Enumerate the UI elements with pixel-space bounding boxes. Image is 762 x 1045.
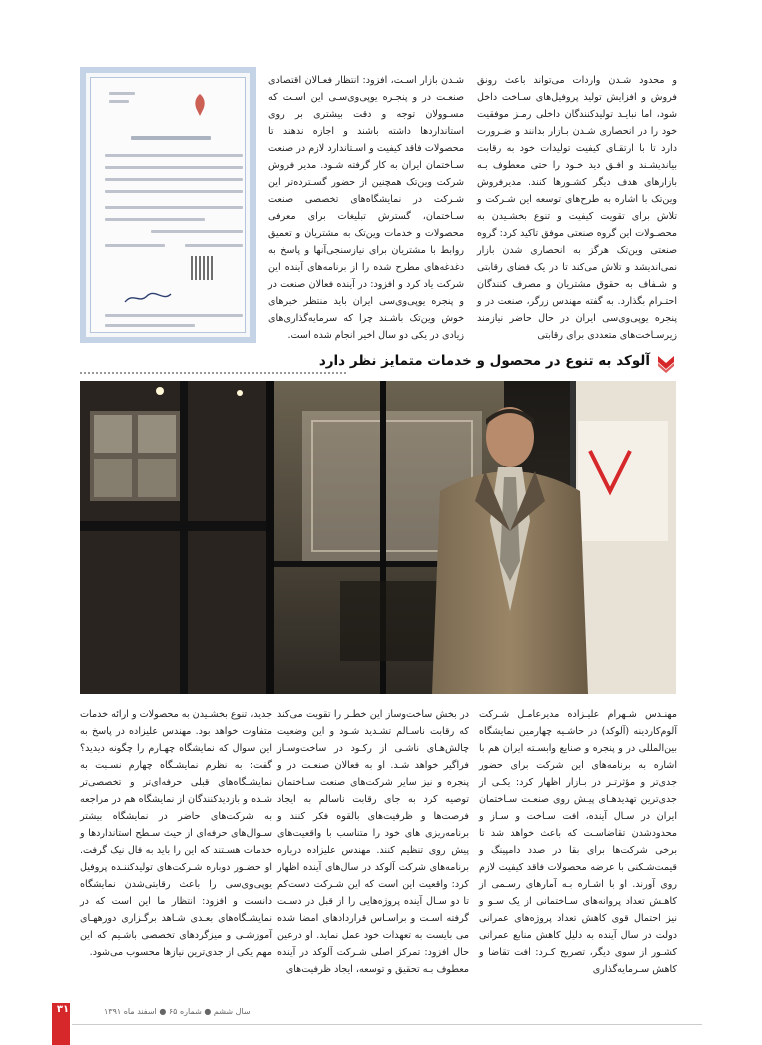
footer-divider	[72, 1024, 702, 1025]
article-column-bottom-left	[80, 706, 272, 961]
heading-dotted-rule	[80, 372, 346, 374]
paragraph: و محدود شـدن واردات می‌تواند باعث رونق فروش و افزایش تولید پروفیل‌های سـاخت داخل شود، اما نبایـد تولیدکنندگان داخلی رمـز موفقیت خود را در انحصاری شـدن بـازار بدانند و ضـرورت دارد تا با ارتقـای کیفیت تولیدات خود به رقابت بیاندیشـند و افـق دید خـود را حتی معطوف بـه بازارهای هدف دیگر کشـورها کنند. مدیرفروش وین‌تک با اشاره به طرح‌های توسعه این شـرکت و تلاش برای تقویت کیفیت و تنوع بخشـیدن به محصـولات این گروه صنعتی موفق تاکید کرد: گروه صنعتی وین‌تک هرگز به انحصاری شدن بازار نمی‌اندیشد و تلاش می‌کند تا در یک فضای رقابتی و شـفاف به حقوق مشتریان و مصرف کنندگان احتـرام بگذارد. به گفته مهندس زرگر، صنعت در و پنجره یوپی‌وی‌سی ایران در حال حاضر نیازمند زیرسـاخت‌های متعددی برای رقابتی	[477, 75, 677, 341]
article-column-top-right	[477, 72, 677, 344]
paragraph: شـدن بازار اسـت، افزود: انتظار فعـالان اقتصادی صنعـت در و پنجـره یوپی‌وی‌سـی این اسـت که مسـوولان توجه و دقت بیشتری بر روی استانداردها داشته باشند و اجازه ندهند تا محصولات فاقد کیفیت و اسـتاندارد لازم در صنعت سـاختمان ایران به کار گرفته شـود. مدیر فروش شرکت وین‌تک همچنین از حضور گسـترده‌تر این شـرکت در نمایشگاه‌های تخصصی صنعت سـاختمان، گسترش تبلیغات برای معرفی محصولات و خدمات وین‌تک به مشتریان و تعمیق روابط با مشتریان برای نیازسنجی‌آنها و پاسخ به دغدغه‌های مطرح شده را از برنامه‌های آینده این شرکت یاد کرد و افزود: در آینده فعالان صنعت در و پنجره یوپی‌وی‌سی ایران باید منتظر خبرهای خوش وین‌تک باشـند چرا که سرمایه‌گذاری‌های زیادی در یکی دو سال اخیر انجام شده است.	[268, 75, 464, 341]
certificate-frame	[90, 77, 246, 333]
section-heading	[80, 351, 676, 375]
certificate-signature	[123, 290, 173, 306]
certificate-qr-code	[191, 256, 215, 280]
issue-info: سال ششم ● شماره ۶۵ ● اسفند ماه ۱۳۹۱	[104, 1007, 251, 1016]
iran-emblem-icon	[189, 92, 211, 118]
paragraph: در بخش ساخت‌وساز این خطـر را تقویت می‌کند که رقابت ناسـالم تشـدید شـود و این وضعیت چالش‌هـای ناشـی از رکـود در ساخت‌وسـاز فراگیر خواهد شـد. او به فعالان صنعـت در و پنجره و نیز سایر شرکت‌های صنعت سـاختمان توصیه کرد به جای رقابت ناسالم به ایجاد فرصت‌ها و ظرفیت‌های بالقوه فکر کنند و برنامه‌ریزی های خود را متناسب با واقعیت‌های پیش روی تنظیم کنند. مهندس علیزاده درباره برنامه‌های شرکت آلوکد در سال‌های آینده اظهار کرد: واقعیت این است که این شـرکت دست‌کم تا دو سـال آینده پروژه‌هایی را از قبل در دسـت گرفته اسـت و براسـاس قراردادهای امضا شده می بایست به تعهدات خود عمل نماید. او درعین حال افزود: تمرکز اصلی شـرکت آلوکد در آینده معطوف بـه تحقیق و توسعه، ایجاد ظرفیت‌های	[277, 709, 469, 975]
exhibition-booth-photo	[80, 381, 676, 694]
section-heading-text: آلوکد به تنوع در محصول و خدمات متمایز نظر دارد	[318, 353, 650, 369]
photo-illustration	[80, 381, 676, 694]
article-column-bottom-middle	[277, 706, 469, 978]
paragraph: جدید، تنوع بخشـیدن به محصولات و ارائه خدمات متفاوت خواهد بود. مهندس علیزاده در پاسخ به این سوال که نمایشگاه چهـارم را چگونه دیدید؟ گفت: به نظرم نمایشـگاه چهارم نسـبت به نمایشـگاه‌های قبلی حرفه‌ای‌تر و تخصصی‌تر شـده و بازدیدکنندگان از نمایشگاه هم در مراجعه به شرکت‌های حاضر در نمایشگاه بیشتر سـوال‌های حرفه‌ای از حیث سـطح استانداردها و خدمات هسـتند که این را باید به فال نیک گرفت. او حضـور دوباره شـرکت‌های تولیدکننـده پروفیل یوپی‌وی‌سی را باعث رقابتی‌شدن نمایشگاه دانست و افزود: انتظار ما این است که در نمایشـگاه‌های بعـدی شـاهد برگـزاری دورههـای آموزشـی و میزگردهای تخصصی باشـیم که این مهم یکی از جدی‌ترین نیازها محسوب می‌شود.	[80, 709, 272, 958]
paragraph: مهنـدس شـهرام علیـزاده مدیرعامـل شـرکت آلوم‌کاردینه (آلوکد) در حاشـیه چهارمین نمایشگاه بین‌المللی در و پنجره و صنایع وابسـته ایران هم با اشاره به برنامه‌های این شرکت برای حضور جدی‌تر و مؤثرتـر در بـازار اظهار کرد: یکـی از جدی‌ترین تهدیدهـای پیـش روی صنعـت سـاختمان ایران در سـال آینده، افت سـاخت و سـاز و محدودشدن تقاضاسـت که باعث خواهد شد تا برخی شرکت‌ها برای بقا در صدد دامپینگ و قیمت‌شـکنی با عرضه محصولات فاقد کیفیت لازم روی آورند. او با اشـاره بـه آمارهای رسـمی از کاهـش تعداد پروانه‌های سـاختمانی از یک سـو و نیز احتمال قوی کاهش تعداد پروژه‌های عمرانی دولت در سال آینده به دلیل کاهش منابع عمرانی کشـور از سوی دیگر، تصریح کـرد: افت تقاضا و کاهش سـرمایه‌گذاری	[479, 709, 677, 975]
chevron-down-icon	[656, 353, 676, 373]
certificate-image	[80, 67, 256, 343]
article-column-top-middle	[268, 72, 464, 344]
page-number: ۳۱	[56, 1004, 70, 1015]
article-column-bottom-right	[479, 706, 677, 978]
